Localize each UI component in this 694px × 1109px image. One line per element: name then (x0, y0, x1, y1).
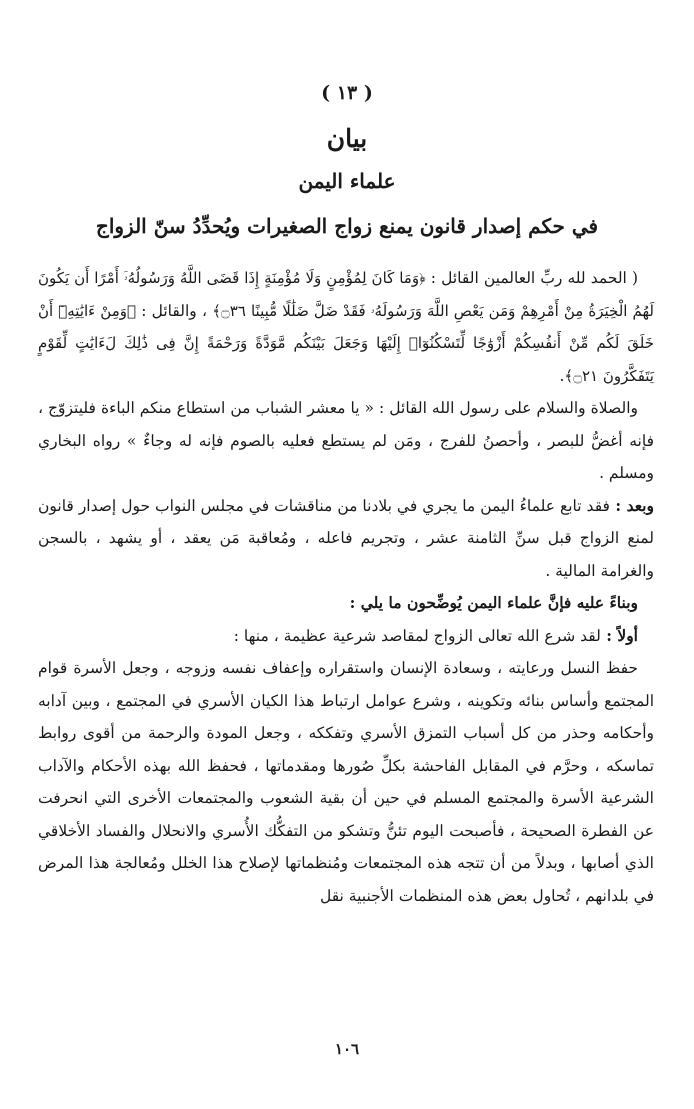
paragraph-clarification: وبناءً عليه فإنَّ علماء اليمن يُوضِّحون ما يلي : (349, 593, 638, 612)
quran-verse-2: ﴿وَمِنْ ءَايَٰتِهِۦٓ أَنْ خَلَقَ لَكُم مِّنْ أَنفُسِكُمْ أَزْوَٰجًا لِّتَسْكُنُوٓا۟ إِلَيْهَا وَجَعَلَ بَيْنَكُم مَّوَدَّةً وَرَحْمَةً إِنَّ فِى ذَٰلِكَ لَءَايَٰتٍ لِّقَوْمٍ يَتَفَكَّرُونَ ۝٢١﴾ (38, 301, 654, 385)
context-body: فقد تابع علماءُ اليمن ما يجري في بلادنا من مناقشات في مجلس النواب حول إصدار قانون لمنع الزواج قبل سنِّ الثامنة عشر ، وتجريم فاعله ، ومُعاقبة مَن يعقد ، أو يشهد ، بالسجن والغرامة المالية . (38, 496, 654, 580)
quran-verse-1: ﴿وَمَا كَانَ لِمُؤْمِنٍ وَلَا مُؤْمِنَةٍ إِذَا قَضَى اللَّهُ وَرَسُولُهُۥٓ أَمْرًا أَن يَكُونَ لَهُمُ الْخِيَرَةُ مِنْ أَمْرِهِمْ وَمَن يَعْصِ اللَّهَ وَرَسُولَهُۥ فَقَدْ ضَلَّ ضَلَٰلًا مُّبِينًا ۝٣٦﴾ (38, 269, 654, 320)
context-lead: وبعد : (609, 495, 654, 515)
page-number: ١٠٦ (334, 1040, 360, 1058)
first-point-body: لقد شرع الله تعالى الزواج لمقاصد شرعية عظيمة ، منها : (233, 626, 601, 645)
first-point-lead: أولاً : (600, 625, 638, 645)
paragraph-hadith: والصلاة والسلام على رسول الله القائل : « يا معشر الشباب من استطاع منكم الباءة فليتزوّج ، فإنه أغضُّ للبصر ، وأحصنُ للفرج ، ومَن لم يستطع فعليه بالصوم فإنه له وجاءٌ » رواه البخاري ومسلم . (38, 399, 654, 482)
praise-connector: ، والقائل : (135, 301, 213, 320)
paragraph-first-point (38, 620, 654, 653)
body-text (38, 262, 654, 912)
paragraph-context (38, 490, 654, 588)
paragraph-purposes: حفظ النسل ورعايته ، وسعادة الإنسان واستقراره وإعفاف نفسه وزوجه ، وجعل الأسرة قوام المجتمع وأساس بنائه وتكوينه ، وشرع عوامل ارتباط هذا الكيان الأسري في المجتمع ، وبين آدابه وأحكامه وحذر من كل أسباب التمزق الأسري وتفككه ، وجعل المودة والرحمة من أقوى روابط تماسكه ، وحرَّم في المقابل الفاحشة بكلِّ صُورها ومقدماتها ، فحفظ الله بهذه الأحكام والآداب الشرعية الأسرة والمجتمع المسلم في حين أن بقية الشعوب والمجتمعات الأخرى التي انحرفت عن الفطرة الصحيحة ، فأصبحت اليوم تئنُّ وتشكو من التفكُّك الأُسري والانحلال والفساد الأخلاقي الذي أصابها ، وبدلاً من أن تتجه هذه المجتمعات ومُنظماتها لإصلاح هذا الخلل ومُعالجة هذا المرض في بلدانهم ، تُحاول بعض هذه المنظمات الأجنبية نقل (38, 659, 654, 905)
praise-intro: ( الحمد لله ربِّ العالمين القائل : (425, 269, 638, 287)
statement-number: ( ١٣ ) (321, 82, 373, 104)
page-title: بيان (326, 124, 368, 153)
page-subtitle: علماء اليمن (298, 169, 396, 193)
paragraph-praise (38, 262, 654, 392)
praise-end: . (559, 366, 565, 385)
section-heading: في حكم إصدار قانون يمنع زواج الصغيرات ويُحدِّدُ سنّ الزواج (95, 214, 599, 238)
